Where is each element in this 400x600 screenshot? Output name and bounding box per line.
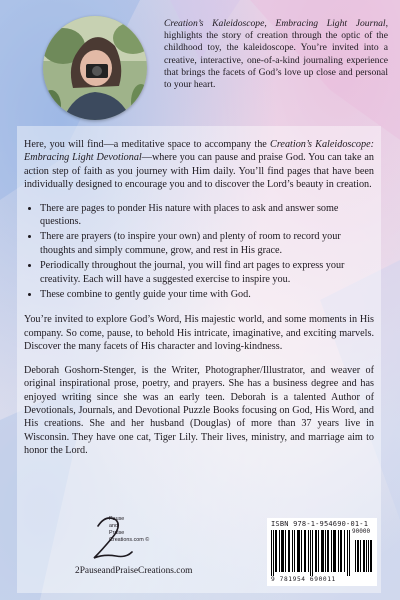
intro-paragraph xyxy=(164,18,388,91)
barcode-bars xyxy=(271,530,373,576)
logo-line-2: and xyxy=(109,523,118,529)
barcode-digits: 9 781954 690011 xyxy=(271,576,336,583)
list-item: • These combine to gently guide your time with God. xyxy=(40,288,374,301)
paragraph-1-start: Here, you will find—a meditative space to accompany the xyxy=(24,139,271,150)
logo-line-4: Creations.com © xyxy=(109,537,150,543)
logo-line-3: Praise xyxy=(109,530,125,536)
list-item: • There are pages to ponder His nature with places to ask and answer some questions. xyxy=(40,202,374,229)
logo-line-1: Pause xyxy=(109,516,125,522)
main-text xyxy=(24,138,374,468)
price-code: 90000 xyxy=(352,528,371,535)
feature-list xyxy=(24,202,374,302)
author-photo xyxy=(43,16,147,120)
list-item: • There are prayers (to inspire your own) and plenty of room to record your thoughts and simply commune, grow, and rest in His grace. xyxy=(40,230,374,257)
journal-title: Creation’s Kaleidoscope, Embracing Light Journal xyxy=(164,18,386,29)
intro-text: , highlights the story of creation through the optic of the childhood toy, the kaleidoscope. You’re invited into a creative, interactive, one-of-a-kind journaling experience that brings the facets of God’s love up close and personal to your heart. xyxy=(164,18,388,91)
devotional-title: Creation’s Kaleidoscope: Embracing Light Devotional xyxy=(24,139,375,164)
paragraph-1-end: —where you can pause and praise God. You can take an action step of faith as you journey with Him daily. You’ll find pages that have been individually designed to encourage you and to discover the Lord’s beauty in creation. xyxy=(24,152,374,191)
list-item: • Periodically throughout the journal, you will find art pages to express your creativity. Each will have a suggested exercise to inspire you. xyxy=(40,259,374,286)
barcode xyxy=(267,518,377,586)
paragraph-2: You’re invited to explore God’s Word, His majestic world, and some moments in His company. So come, pause, to behold His intricate, imaginative, and exciting marvels. Discover the many facets of His character and loving-kindness. xyxy=(24,314,374,353)
publisher-logo-text xyxy=(109,516,149,544)
author-bio: Deborah Goshorn-Stenger, is the Writer, Photographer/Illustrator, and weaver of original inspirational prose, poetry, and prayers. She has a business degree and has enjoyed writing since she was an early teen. Deborah is a talented Author of Devotionals, Journals, and Devotional Puzzle Books focusing on God, His Word, and His creations. She and her husband (Douglas) of more than 37 years live in Wisconsin. They have one cat, Tiger Lily. Their lives, ministry, and marriage aim to honor the Lord. xyxy=(24,364,374,457)
paragraph-1 xyxy=(24,138,374,192)
website-link[interactable]: 2PauseandPraiseCreations.com xyxy=(75,566,193,576)
isbn-label: ISBN 978-1-954690-01-1 xyxy=(271,520,369,528)
